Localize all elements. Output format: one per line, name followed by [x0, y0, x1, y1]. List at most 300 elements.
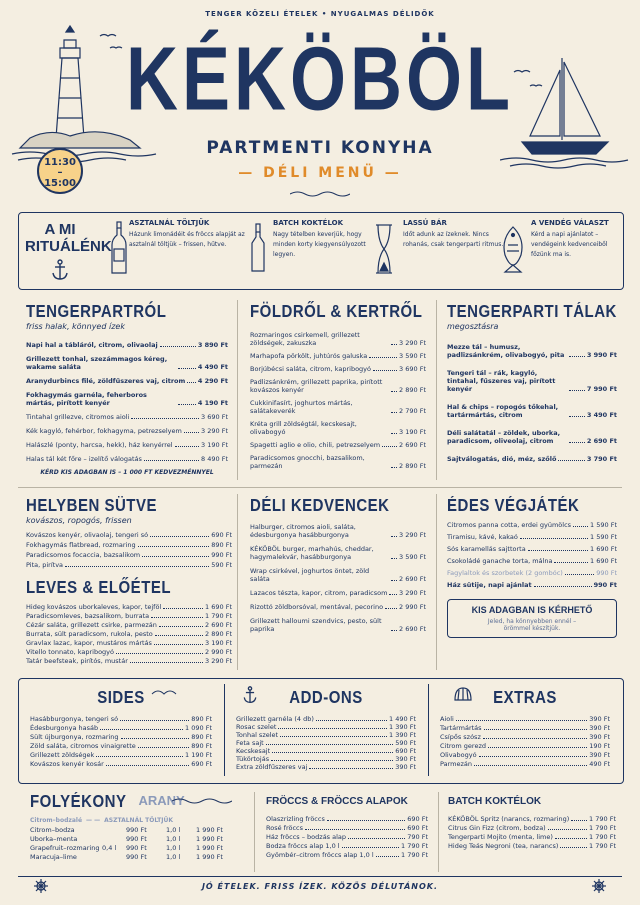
- drink-row: [30, 835, 246, 844]
- item-name: Rosac szelet: [236, 723, 277, 731]
- drink-price-large: 1 990 Ft: [196, 826, 223, 834]
- item-name: Olaszrizling fröccs: [266, 815, 325, 823]
- item-name: Fokhagymás flatbread, rozmaring: [26, 541, 136, 549]
- menu-item: [266, 851, 428, 859]
- item-name: KÉKÖBÖL burger, marhahús, cheddar, hagymalekvár, hasábburgonya: [250, 545, 374, 561]
- fish-icon: [499, 225, 527, 273]
- item-name: Burrata, sült paradicsom, rukola, pesto: [26, 630, 153, 638]
- item-price: 890 Ft: [211, 541, 232, 549]
- item-price: 1 590 Ft: [590, 533, 617, 541]
- item-name: Kovászos kenyér kosár: [30, 760, 104, 768]
- menu-item: [26, 657, 232, 665]
- drink-volume: 1,0 l: [166, 826, 181, 834]
- footer-tagline: JÓ ÉTELEK. FRISS ÍZEK. KÖZÖS DÉLUTÁNOK.: [201, 882, 439, 891]
- drink-name: Grapefruit–rozmaring: [30, 844, 100, 852]
- ritual-item-desc: Házunk limonádéit és fröccs alapját az asztalnál töltjük – frissen, hűtve.: [129, 231, 245, 248]
- menu-item: [26, 455, 228, 463]
- menu-item: [447, 533, 617, 541]
- menu-item: [447, 343, 617, 359]
- item-price: 1 790 Ft: [401, 842, 428, 850]
- column-divider: [224, 684, 225, 776]
- menu-item: [26, 441, 228, 449]
- item-name: Vitello tonnato, kapribogyó: [26, 648, 115, 656]
- item-price: 390 Ft: [395, 755, 416, 763]
- section-folyekony: [30, 792, 246, 862]
- menu-item: [447, 581, 617, 589]
- section-deli: [250, 496, 426, 639]
- ritual-item-title: ASZTALNÁL TÖLTJÜK: [129, 219, 210, 227]
- item-price: 3 590 Ft: [399, 553, 426, 561]
- item-name: Spagetti aglio e olio, chili, petrezselyem: [250, 441, 381, 449]
- menu-item: [266, 824, 428, 832]
- section-title: ÉDES VÉGJÁTÉK: [447, 496, 580, 516]
- column-divider: [237, 300, 238, 480]
- item-price: 390 Ft: [589, 724, 610, 732]
- menu-item: [30, 751, 212, 759]
- menu-item: [250, 441, 426, 449]
- item-price: 2 690 Ft: [399, 625, 426, 633]
- menu-item: [30, 724, 212, 732]
- brand-subtitle: PARTMENTI KONYHA: [206, 138, 434, 158]
- menu-item: [440, 742, 610, 750]
- item-price: 2 690 Ft: [399, 441, 426, 449]
- ritual-item: [531, 219, 621, 260]
- item-name: Déli salátatál – zöldek, uborka, paradicsom, oliveolaj, citrom: [447, 429, 561, 445]
- menu-item: [447, 545, 617, 553]
- section-tengerpartrol: [26, 302, 228, 476]
- menu-item: [26, 541, 232, 549]
- item-price: 3 290 Ft: [205, 657, 232, 665]
- section-title: FRÖCCS & FRÖCCS ALAPOK: [266, 796, 408, 807]
- item-price: 3 790 Ft: [586, 455, 617, 463]
- item-name: Tükörtojás: [236, 755, 270, 763]
- section-helyben: [26, 496, 232, 571]
- item-price: 2 890 Ft: [399, 386, 426, 394]
- drink-row: [30, 853, 246, 862]
- item-price: 3 290 Ft: [399, 531, 426, 539]
- menu-item: [236, 715, 416, 723]
- menu-item: [26, 648, 232, 656]
- item-price: 4 490 Ft: [197, 363, 228, 371]
- wave-icon: [172, 796, 232, 806]
- menu-item: [26, 355, 228, 371]
- section-title: SIDES: [97, 688, 145, 708]
- menu-item: [26, 630, 232, 638]
- item-price: 2 890 Ft: [205, 630, 232, 638]
- wave-divider-icon: [290, 190, 350, 198]
- item-name: Citrus Gin Fizz (citrom, bodza): [448, 824, 546, 832]
- menu-item: [440, 733, 610, 741]
- item-price: 3 990 Ft: [586, 351, 617, 359]
- item-name: Mezze tál – humusz, padlizsánkrém, olivabogyó, pita: [447, 343, 565, 359]
- item-name: Tonhal szelet: [236, 731, 279, 739]
- menu-item: [266, 833, 428, 841]
- item-name: Édesburgonya hasáb: [30, 724, 99, 732]
- item-price: 1 790 Ft: [589, 833, 616, 841]
- item-price: 1 790 Ft: [401, 851, 428, 859]
- item-price: 2 690 Ft: [399, 575, 426, 583]
- item-name: Zöld saláta, citromos vinaigrette: [30, 742, 136, 750]
- item-name: Kovászos kenyér, olivaolaj, tengeri só: [26, 531, 149, 539]
- section-title: LEVES & ELŐÉTEL: [26, 578, 172, 598]
- item-name: Paradicsomleves, bazsalikom, burrata: [26, 612, 150, 620]
- column-divider: [237, 494, 238, 670]
- item-name: Paradicsomos gnocchi, bazsalikom, parmezán: [250, 454, 365, 470]
- item-price: 190 Ft: [589, 742, 610, 750]
- column-divider: [254, 792, 255, 872]
- item-price: 590 Ft: [211, 561, 232, 569]
- menu-item: [448, 833, 616, 841]
- menu-item: [447, 403, 617, 419]
- item-price: 1 390 Ft: [389, 723, 416, 731]
- item-price: 1 190 Ft: [185, 751, 212, 759]
- item-name: Pita, pirítva: [26, 561, 64, 569]
- item-name: Sült újburgonya, rozmaring: [30, 733, 119, 741]
- item-name: Napi hal a tábláról, citrom, olivaolaj: [26, 341, 158, 349]
- menu-item: [447, 369, 617, 393]
- item-price: 390 Ft: [589, 751, 610, 759]
- time-sep: –: [57, 167, 63, 178]
- item-price: 2 690 Ft: [205, 621, 232, 629]
- drink-size: [102, 835, 126, 844]
- folyekony-header: Citrom–bodzalé — — ASZTALNÁL TÖLTJÜK: [30, 817, 173, 824]
- menu-item: [26, 531, 232, 539]
- drink-price-large: 1 990 Ft: [196, 853, 223, 861]
- item-name: Kréta grill zöldségtál, kecskesajt, olivabogyó: [250, 420, 357, 436]
- item-price: 1 790 Ft: [589, 842, 616, 850]
- section-title: FÖLDRŐL & KERTRŐL: [250, 302, 423, 322]
- section-edes: [447, 496, 617, 638]
- item-price: 1 490 Ft: [389, 715, 416, 723]
- drink-size: [102, 853, 126, 862]
- ritual-title-line2: RITUÁLÉNK: [25, 238, 112, 255]
- menu-item: [26, 612, 232, 620]
- item-name: Marhapofa pörkölt, juhtúrós galuska: [250, 352, 368, 360]
- menu-item: [26, 639, 232, 647]
- item-name: Gyömbér–citrom fröccs alap 1,0 l: [266, 851, 374, 859]
- drink-price-small: 990 Ft: [126, 853, 147, 861]
- item-name: Tatár beefsteak, pirítós, mustár: [26, 657, 128, 665]
- item-name: Grillezett halloumi szendvics, pesto, sült paprika: [250, 617, 382, 633]
- ritual-item: [129, 219, 247, 250]
- item-name: Aranydurbincs filé, zöldfűszeres vaj, citrom: [26, 377, 186, 385]
- hourglass-icon: [375, 223, 393, 275]
- anchor-icon: [242, 686, 258, 704]
- drink-volume: 1,0 l: [166, 844, 181, 852]
- item-name: Rosé fröccs: [266, 824, 303, 832]
- menu-item: [447, 429, 617, 445]
- menu-item: [236, 731, 416, 739]
- item-name: Rozmaringos csirkemell, grillezett zöldségek, zakuszka: [250, 331, 360, 347]
- ritual-item-desc: Nagy tételben keverjük, hogy minden korty kiegyensúlyozott legyen.: [273, 231, 366, 258]
- section-extras: [440, 686, 610, 769]
- ritual-box: [18, 212, 624, 290]
- menu-item: [250, 331, 426, 347]
- item-price: 3 290 Ft: [399, 589, 426, 597]
- section-title: TENGERPARTRÓL: [26, 302, 167, 322]
- drink-price-small: 990 Ft: [126, 835, 147, 843]
- item-name: Grillezett zöldségek: [30, 751, 95, 759]
- section-title: FOLYÉKONY: [30, 792, 127, 812]
- item-name: KÉKÖBÖL Spritz (narancs, rozmaring): [448, 815, 570, 823]
- item-name: Grillezett garnéla (4 db): [236, 715, 314, 723]
- item-name: Parmezán: [440, 760, 473, 768]
- menu-item: [440, 724, 610, 732]
- item-name: Citrom gerezd: [440, 742, 486, 750]
- menu-item: [440, 760, 610, 768]
- ritual-item-title: LASSÚ BÁR: [403, 219, 447, 227]
- item-name: Sajtválogatás, dió, méz, szőlő: [447, 455, 557, 463]
- item-price: 690 Ft: [211, 531, 232, 539]
- menu-item: [236, 763, 416, 771]
- item-price: 2 990 Ft: [399, 603, 426, 611]
- column-divider: [436, 300, 437, 480]
- menu-name: — DÉLI MENÜ —: [238, 165, 402, 181]
- section-subtitle: friss halak, könnyed ízek: [26, 322, 125, 331]
- section-divider: [18, 487, 622, 488]
- menu-item: [26, 621, 232, 629]
- menu-item: [26, 413, 228, 421]
- column-divider: [436, 494, 437, 670]
- item-price: 590 Ft: [395, 739, 416, 747]
- drink-price-large: 1 990 Ft: [196, 844, 223, 852]
- ritual-title-line1: A MI: [44, 221, 76, 238]
- menu-item: [26, 427, 228, 435]
- item-name: Sós karamellás sajttorta: [447, 545, 526, 553]
- item-price: 1 690 Ft: [590, 545, 617, 553]
- item-price: 1 790 Ft: [589, 824, 616, 832]
- menu-item: [250, 365, 426, 373]
- menu-item: [447, 557, 617, 565]
- item-name: Tiramisu, kávé, kakaó: [447, 533, 518, 541]
- brand-title: KÉKÖBÖL: [126, 29, 514, 130]
- item-name: Hal & chips – ropogós tőkehal, tartármártás, citrom: [447, 403, 559, 419]
- item-price: 1 090 Ft: [185, 724, 212, 732]
- menu-item: [250, 567, 426, 583]
- drink-name: Uborka–menta: [30, 835, 78, 843]
- menu-item: [250, 545, 426, 561]
- item-price: 2 690 Ft: [586, 437, 617, 445]
- item-price: 390 Ft: [395, 763, 416, 771]
- menu-item: [448, 824, 616, 832]
- cocktail-bottle-icon: [251, 223, 265, 273]
- menu-item: [250, 378, 426, 394]
- item-name: Citromos panna cotta, erdei gyümölcs: [447, 521, 572, 529]
- section-subtitle: megosztásra: [447, 322, 499, 331]
- item-price: 3 190 Ft: [399, 428, 426, 436]
- footer-rule: [18, 876, 622, 877]
- item-name: Ház sütije, napi ajánlat: [447, 581, 532, 589]
- drink-row: [30, 826, 246, 835]
- menu-item: [26, 551, 232, 559]
- ritual-item-title: BATCH KOKTÉLOK: [273, 219, 344, 227]
- item-name: Halászlé (ponty, harcsa, hekk), ház kenyérrel: [26, 441, 173, 449]
- section-title: ADD-ONS: [289, 688, 363, 708]
- menu-item: [250, 523, 426, 539]
- section-batch: [448, 796, 616, 851]
- item-name: Paradicsomos focaccia, bazsalikom: [26, 551, 141, 559]
- small-portion-text: Jeled, ha könnyebben ennél – örömmel készítjük.: [487, 618, 577, 632]
- drink-size: [102, 826, 126, 835]
- item-price: 2 890 Ft: [399, 462, 426, 470]
- section-froccs: [266, 796, 428, 860]
- drink-volume: 1,0 l: [166, 835, 181, 843]
- item-name: Aioli: [440, 715, 454, 723]
- time-badge: [37, 148, 83, 194]
- section-subtitle: kovászos, ropogós, frissen: [26, 516, 132, 525]
- item-price: 1 590 Ft: [590, 521, 617, 529]
- time-end: 15:00: [44, 178, 76, 189]
- section-title: HELYBEN SÜTVE: [26, 496, 157, 516]
- item-price: 4 290 Ft: [197, 377, 228, 385]
- item-name: Borjúbécsi saláta, citrom, kapribogyó: [250, 365, 372, 373]
- drink-price-small: 990 Ft: [126, 844, 147, 852]
- column-divider: [438, 792, 439, 872]
- item-price: 4 190 Ft: [197, 399, 228, 407]
- item-price: 990 Ft: [596, 569, 617, 577]
- item-name: Gravlax lazac, kapor, mustáros mártás: [26, 639, 152, 647]
- menu-item: [440, 715, 610, 723]
- item-price: 490 Ft: [589, 760, 610, 768]
- drink-name: Maracuja–lime: [30, 853, 77, 861]
- menu-item: [250, 617, 426, 633]
- item-name: Fokhagymás garnéla, feherboros mártás, pirított kenyér: [26, 391, 147, 407]
- item-price: 3 290 Ft: [201, 427, 228, 435]
- item-name: Tengeri tál – rák, kagyló, tintahal, fűszeres vaj, pirított kenyér: [447, 369, 556, 393]
- item-price: 3 190 Ft: [201, 441, 228, 449]
- item-price: 3 590 Ft: [399, 352, 426, 360]
- item-price: 1 790 Ft: [589, 815, 616, 823]
- item-name: Padlizsánkrém, grillezett paprika, pirított kovászos kenyér: [250, 378, 383, 394]
- item-name: Extra zöldfűszeres vaj: [236, 763, 308, 771]
- item-name: Lazacos tészta, kapor, citrom, paradicsom: [250, 589, 388, 597]
- item-name: Grillezett tonhal, szezámmagos kéreg, wakame saláta: [26, 355, 168, 371]
- item-name: Tintahal grillezve, citromos aioli: [26, 413, 130, 421]
- menu-item: [26, 603, 232, 611]
- section-title: EXTRAS: [493, 688, 557, 708]
- section-title: TENGERPARTI TÁLAK: [447, 302, 617, 322]
- menu-item: [250, 603, 426, 611]
- menu-item: [26, 391, 228, 407]
- item-name: Fagylaltok és szorbetek (2 gombóc): [447, 569, 563, 577]
- item-price: 1 790 Ft: [205, 612, 232, 620]
- menu-item: [447, 569, 617, 577]
- menu-item: [250, 589, 426, 597]
- item-price: 990 Ft: [593, 581, 617, 589]
- item-name: Ház fröccs – bodzás alap: [266, 833, 347, 841]
- menu-item: [236, 723, 416, 731]
- menu-item: [250, 454, 426, 470]
- menu-item: [266, 815, 428, 823]
- item-price: 890 Ft: [191, 742, 212, 750]
- item-name: Csokoládé ganache torta, málna: [447, 557, 553, 565]
- menu-item: [448, 842, 616, 850]
- item-price: 690 Ft: [407, 815, 428, 823]
- item-name: Olivabogyó: [440, 751, 477, 759]
- item-price: 790 Ft: [407, 833, 428, 841]
- item-name: Tengerparti Mojito (menta, lime): [448, 833, 553, 841]
- small-portion-title: KIS ADAGBAN IS KÉRHETŐ: [471, 605, 593, 615]
- menu-item: [26, 341, 228, 349]
- item-name: Bodza fröccs alap 1,0 l: [266, 842, 340, 850]
- item-price: 390 Ft: [589, 715, 610, 723]
- item-price: 890 Ft: [191, 733, 212, 741]
- item-price: 990 Ft: [211, 551, 232, 559]
- item-price: 7 990 Ft: [586, 385, 617, 393]
- seagull-icon: [150, 686, 182, 700]
- menu-item: [30, 715, 212, 723]
- item-price: 8 490 Ft: [201, 455, 228, 463]
- item-name: Csípős szósz: [440, 733, 481, 741]
- drink-size: 0,4 l: [102, 844, 117, 852]
- section-foldrol: [250, 302, 426, 475]
- item-name: Hideg kovászos uborkaleves, kapor, tejföl: [26, 603, 162, 611]
- item-name: Cukkinifasírt, joghurtos mártás, salátakeverék: [250, 399, 353, 415]
- time-start: 11:30: [44, 157, 76, 168]
- ritual-item: [273, 219, 383, 260]
- ritual-item: [403, 219, 505, 250]
- item-price: 3 690 Ft: [399, 365, 426, 373]
- menu-item: [30, 733, 212, 741]
- item-name: Wrap csirkével, joghurtos öntet, zöld saláta: [250, 567, 370, 583]
- item-name: Cézár saláta, grillezett csirke, parmezán: [26, 621, 157, 629]
- menu-item: [250, 420, 426, 436]
- drink-price-small: 990 Ft: [126, 826, 147, 834]
- item-price: 1 390 Ft: [389, 731, 416, 739]
- item-name: Halas tál két főre – izelítő válogatás: [26, 455, 142, 463]
- item-name: Feta sajt: [236, 739, 264, 747]
- drink-volume: 1,0 l: [166, 853, 181, 861]
- item-price: 2 990 Ft: [205, 648, 232, 656]
- folyekony-header-right: ASZTALNÁL TÖLTJÜK: [104, 817, 173, 824]
- bottle-icon: [111, 221, 127, 275]
- item-price: 3 190 Ft: [205, 639, 232, 647]
- menu-item: [236, 747, 416, 755]
- item-price: 690 Ft: [395, 747, 416, 755]
- item-name: Halburger, citromos aioli, saláta, édesburgonya hasábburgonya: [250, 523, 356, 539]
- item-name: Rizottó zöldborsóval, mentával, pecorino: [250, 603, 384, 611]
- section-talak: [447, 302, 617, 473]
- ship-wheel-icon: [592, 879, 606, 893]
- item-price: 3 490 Ft: [586, 411, 617, 419]
- drink-row: [30, 844, 246, 853]
- item-price: 1 690 Ft: [205, 603, 232, 611]
- menu-item: [26, 377, 228, 385]
- folyekony-header-left: Citrom–bodzalé: [30, 817, 83, 824]
- item-price: 390 Ft: [589, 733, 610, 741]
- section-note: KÉRD KIS ADAGBAN IS – 1 000 FT KEDVEZMÉNNYEL: [40, 469, 214, 476]
- small-portion-box: [447, 599, 617, 638]
- ritual-item-title: A VENDÉG VÁLASZT: [531, 219, 609, 227]
- anchor-icon: [51, 259, 69, 281]
- section-sides: [30, 686, 212, 769]
- drink-price-large: 1 990 Ft: [196, 835, 223, 843]
- section-leves: [26, 578, 232, 666]
- section-title-suffix: ARANY: [138, 793, 185, 808]
- menu-item: [250, 352, 426, 360]
- ritual-item-desc: Kérd a napi ajánlatot – vendégeink kedvenceiből főzünk ma is.: [531, 231, 608, 258]
- item-price: 2 790 Ft: [399, 407, 426, 415]
- header-tagline: TENGER KÖZELI ÉTELEK • NYUGALMAS DÉLIDŐK: [205, 10, 435, 18]
- menu-item: [250, 399, 426, 415]
- menu-item: [236, 755, 416, 763]
- item-name: Hideg Teás Negroni (tea, narancs): [448, 842, 559, 850]
- menu-item: [447, 521, 617, 529]
- drink-name: Citrom–bodza: [30, 826, 75, 834]
- item-name: Kék kagyló, fehérbor, fokhagyma, petrezselyem: [26, 427, 182, 435]
- item-price: 1 690 Ft: [590, 557, 617, 565]
- item-price: 690 Ft: [407, 824, 428, 832]
